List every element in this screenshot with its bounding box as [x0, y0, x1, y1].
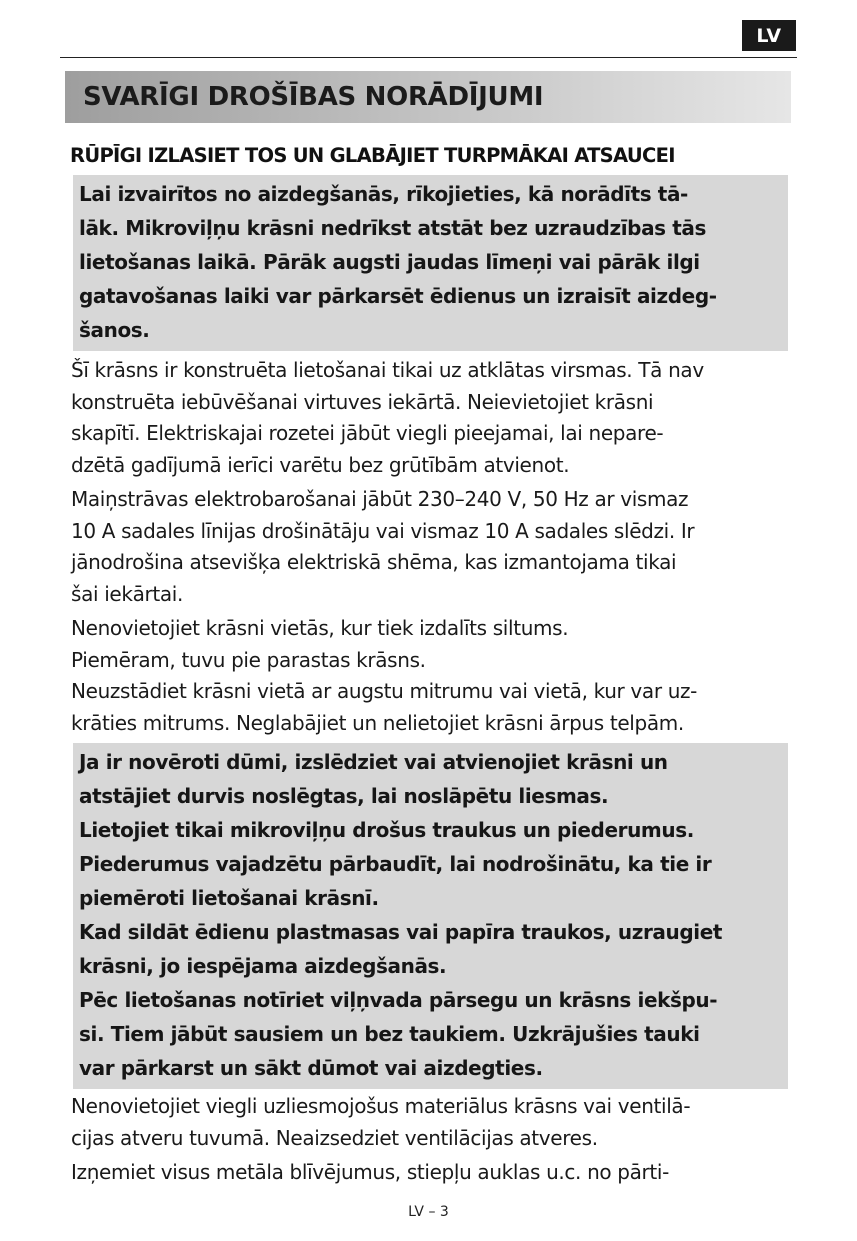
warning-line: atstājiet durvis noslēgtas, lai noslāpētu liesmas.: [79, 784, 609, 808]
warning-line: krāsni, jo iespējama aizdegšanās.: [79, 954, 447, 978]
body-line: šai iekārtai.: [71, 581, 183, 606]
warning-line: piemēroti lietošanai krāsnī.: [79, 886, 379, 910]
warning-line: Lai izvairītos no aizdegšanās, rīkojieties, kā norādīts tā-: [79, 182, 688, 206]
body-line: Šī krāsns ir konstruēta lietošanai tikai uz atklātas virsmas. Tā nav: [71, 358, 704, 382]
warning-line: lāk. Mikroviļņu krāsni nedrīkst atstāt bez uzraudzības tās: [79, 216, 707, 240]
body-line: krāties mitrums. Neglabājiet un nelietojiet krāsni ārpus telpām.: [71, 710, 684, 735]
body-line: 10 A sadales līnijas drošinātāju vai vismaz 10 A sadales slēdzi. Ir: [71, 518, 695, 543]
body-line: Neuzstādiet krāsni vietā ar augstu mitrumu vai vietā, kur var uz-: [71, 679, 698, 703]
body-line: Nenovietojiet krāsni vietās, kur tiek izdalīts siltums.: [71, 616, 569, 640]
warning-box-smoke: [73, 743, 788, 1089]
warning-line: šanos.: [79, 318, 150, 342]
section-title-banner: [65, 71, 791, 123]
warning-line: var pārkarst un sākt dūmot vai aizdegties.: [79, 1056, 543, 1080]
ventilation-instructions: [71, 1091, 788, 1189]
body-line: jānodrošina atsevišķa elektriskā shēma, kas izmantojama tikai: [71, 550, 677, 574]
body-line: Izņemiet visus metāla blīvējumus, stiepļu auklas u.c. no pārti-: [71, 1160, 669, 1184]
page-content: [71, 139, 788, 1189]
warning-line: si. Tiem jābūt sausiem un bez taukiem. Uzkrājušies tauki: [79, 1022, 700, 1046]
header-divider: [60, 57, 797, 58]
body-line: dzētā gadījumā ierīci varētu bez grūtībām atvienot.: [71, 452, 570, 477]
warning-line: Ja ir novēroti dūmi, izslēdziet vai atvienojiet krāsni un: [79, 750, 668, 774]
warning-line: lietošanas laikā. Pārāk augsti jaudas līmeņi vai pārāk ilgi: [79, 250, 700, 274]
body-line: konstruēta iebūvēšanai virtuves iekārtā. Neievietojiet krāsni: [71, 389, 654, 414]
body-line: skapītī. Elektriskajai rozetei jābūt viegli pieejamai, lai nepare-: [71, 421, 664, 445]
installation-instructions: [71, 355, 788, 739]
warning-line: gatavošanas laiki var pārkarsēt ēdienus un izraisīt aizdeg-: [79, 284, 717, 308]
body-line: Maiņstrāvas elektrobarošanai jābūt 230–240 V, 50 Hz ar vismaz: [71, 487, 689, 511]
warning-line: Pēc lietošanas notīriet viļņvada pārsegu un krāsns iekšpu-: [79, 988, 718, 1012]
body-line: Piemēram, tuvu pie parastas krāsns.: [71, 647, 426, 672]
warning-line: Piederumus vajadzētu pārbaudīt, lai nodrošinātu, ka tie ir: [79, 852, 712, 876]
page-number: LV – 3: [408, 1204, 449, 1220]
language-badge: LV: [742, 20, 796, 51]
body-line: cijas atveru tuvumā. Neaizsedziet ventilācijas atveres.: [71, 1125, 598, 1150]
page-title: SVARĪGI DROŠĪBAS NORĀDĪJUMI: [83, 82, 544, 112]
body-line: Nenovietojiet viegli uzliesmojošus materiālus krāsns vai ventilā-: [71, 1094, 691, 1118]
warning-line: Lietojiet tikai mikroviļņu drošus traukus un piederumus.: [79, 818, 694, 842]
warning-line: Kad sildāt ēdienu plastmasas vai papīra traukos, uzraugiet: [79, 920, 723, 944]
section-subtitle: RŪPĪGI IZLASIET TOS UN GLABĀJIET TURPMĀKAI ATSAUCEI: [70, 144, 675, 167]
warning-box-fire: [73, 175, 788, 351]
